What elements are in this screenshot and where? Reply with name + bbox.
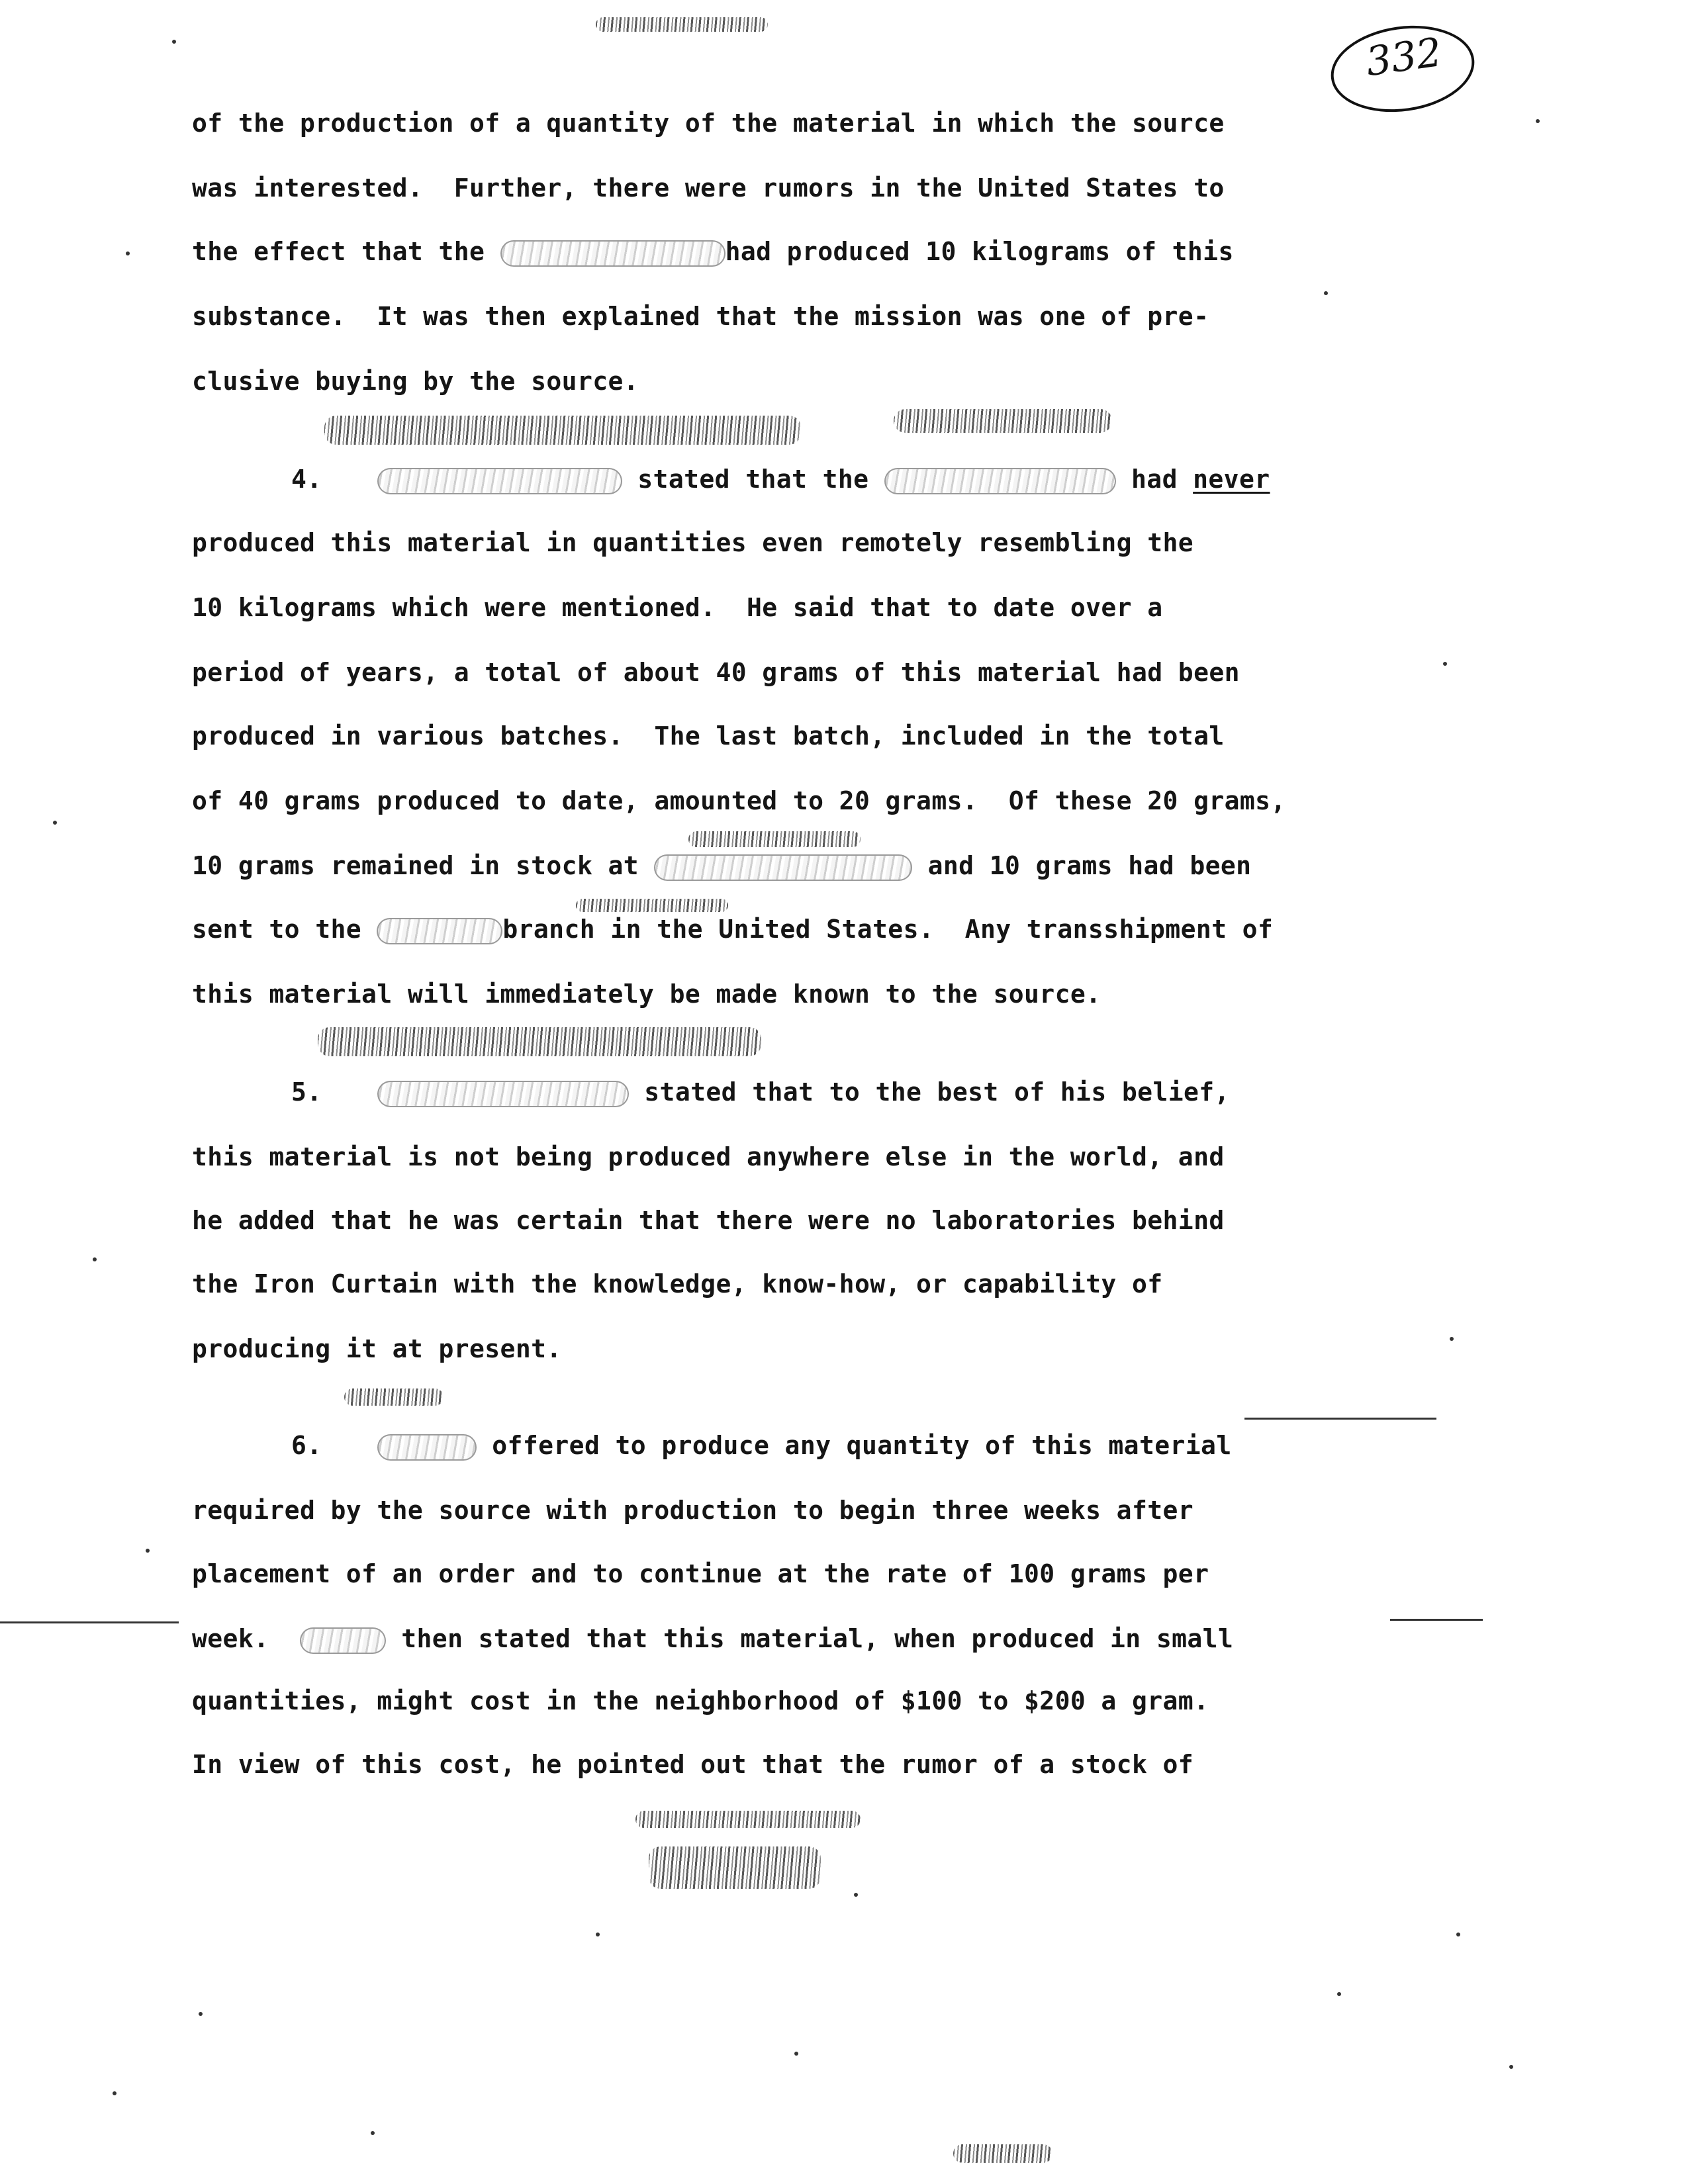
text-fragment: the effect that the [192,237,500,266]
speck [854,1893,858,1897]
speck [596,1933,600,1936]
paragraph-number: 5. [291,1077,322,1107]
text-fragment: offered to produce any quantity of this material [477,1431,1232,1460]
text-line-22: placement of an order and to continue at the rate of 100 grams per [192,1559,1209,1588]
text-fragment: and 10 grams had been [912,851,1252,880]
redaction-mark [300,1627,386,1654]
redaction-smear [318,1027,761,1056]
text-fragment: stated that the [622,465,884,494]
text-fragment: week. [192,1624,300,1653]
paragraph-5-start [192,1076,1230,1108]
speck [1456,1933,1460,1936]
redaction-mark [500,240,725,267]
redaction-smear [688,831,861,847]
speck [1443,662,1447,666]
paragraph-number: 6. [291,1431,322,1460]
speck [172,40,176,44]
text-line-21: required by the source with production to begin three weeks after [192,1496,1194,1525]
underlined-word: never [1193,465,1270,494]
redaction-mark [377,1434,477,1461]
redaction-smear [324,416,801,445]
speck [1509,2065,1513,2069]
text-fragment: sent to the [192,915,377,944]
text-fragment: branch in the United States. Any transshipment of [502,915,1274,944]
speck [1450,1337,1454,1341]
redaction-mark [377,918,502,944]
speck [53,821,57,825]
text-line-16: this material is not being produced anywhere else in the world, and [192,1142,1225,1171]
redaction-smear [649,1846,821,1889]
speck [199,2012,203,2016]
text-line-25: In view of this cost, he pointed out that the rumor of a stock of [192,1750,1194,1779]
redaction-smear [576,899,728,912]
text-line-1: of the production of a quantity of the material in which the source [192,109,1225,138]
margin-line [0,1621,179,1623]
speck [1324,291,1328,295]
redaction-mark [654,854,912,881]
text-line-7: produced this material in quantities even remotely resembling the [192,528,1194,557]
text-line-14: this material will immediately be made known to the source. [192,979,1101,1009]
text-fragment: had produced 10 kilograms of this [725,237,1234,266]
speck [146,1549,150,1553]
speck [1337,1992,1341,1996]
redaction-smear [894,409,1112,433]
margin-line [1390,1619,1483,1621]
text-line-2: was interested. Further, there were rumors in the United States to [192,173,1225,203]
text-line-18: the Iron Curtain with the knowledge, know-how, or capability of [192,1269,1163,1298]
top-smudge [596,17,768,32]
text-line-9: period of years, a total of about 40 grams of this material had been [192,658,1240,687]
redaction-mark [377,468,622,494]
text-line-12 [192,850,1251,882]
speck [371,2131,375,2135]
speck [126,251,130,255]
text-line-23 [192,1623,1233,1655]
paragraph-6-start [192,1430,1232,1461]
paragraph-4-start [192,463,1270,495]
margin-line [1244,1418,1436,1420]
redaction-smear [953,2144,1052,2163]
text-fragment: had [1115,465,1193,494]
redaction-mark [884,468,1116,494]
text-line-24: quantities, might cost in the neighborhood of $100 to $200 a gram. [192,1686,1209,1715]
text-line-10: produced in various batches. The last batch, included in the total [192,721,1225,751]
redaction-mark [377,1081,629,1107]
redaction-smear [635,1811,861,1828]
text-line-8: 10 kilograms which were mentioned. He said that to date over a [192,593,1163,622]
text-fragment: stated that to the best of his belief, [629,1077,1230,1107]
page-number-circle [1325,17,1480,120]
text-line-4: substance. It was then explained that the mission was one of pre- [192,302,1209,331]
speck [93,1257,97,1261]
paragraph-number: 4. [291,465,322,494]
speck [113,2091,117,2095]
redaction-smear [344,1388,444,1406]
text-line-3 [192,236,1234,267]
speck [1536,119,1540,123]
text-fragment: then stated that this material, when produced in small [385,1624,1234,1653]
text-line-17: he added that he was certain that there were no laboratories behind [192,1206,1225,1235]
page-number: 332 [1363,28,1445,86]
speck [794,2052,798,2056]
text-line-13 [192,913,1273,945]
text-line-5: clusive buying by the source. [192,367,639,396]
text-fragment: 10 grams remained in stock at [192,851,655,880]
text-line-19: producing it at present. [192,1334,562,1363]
text-line-11: of 40 grams produced to date, amounted to 20 grams. Of these 20 grams, [192,786,1286,815]
